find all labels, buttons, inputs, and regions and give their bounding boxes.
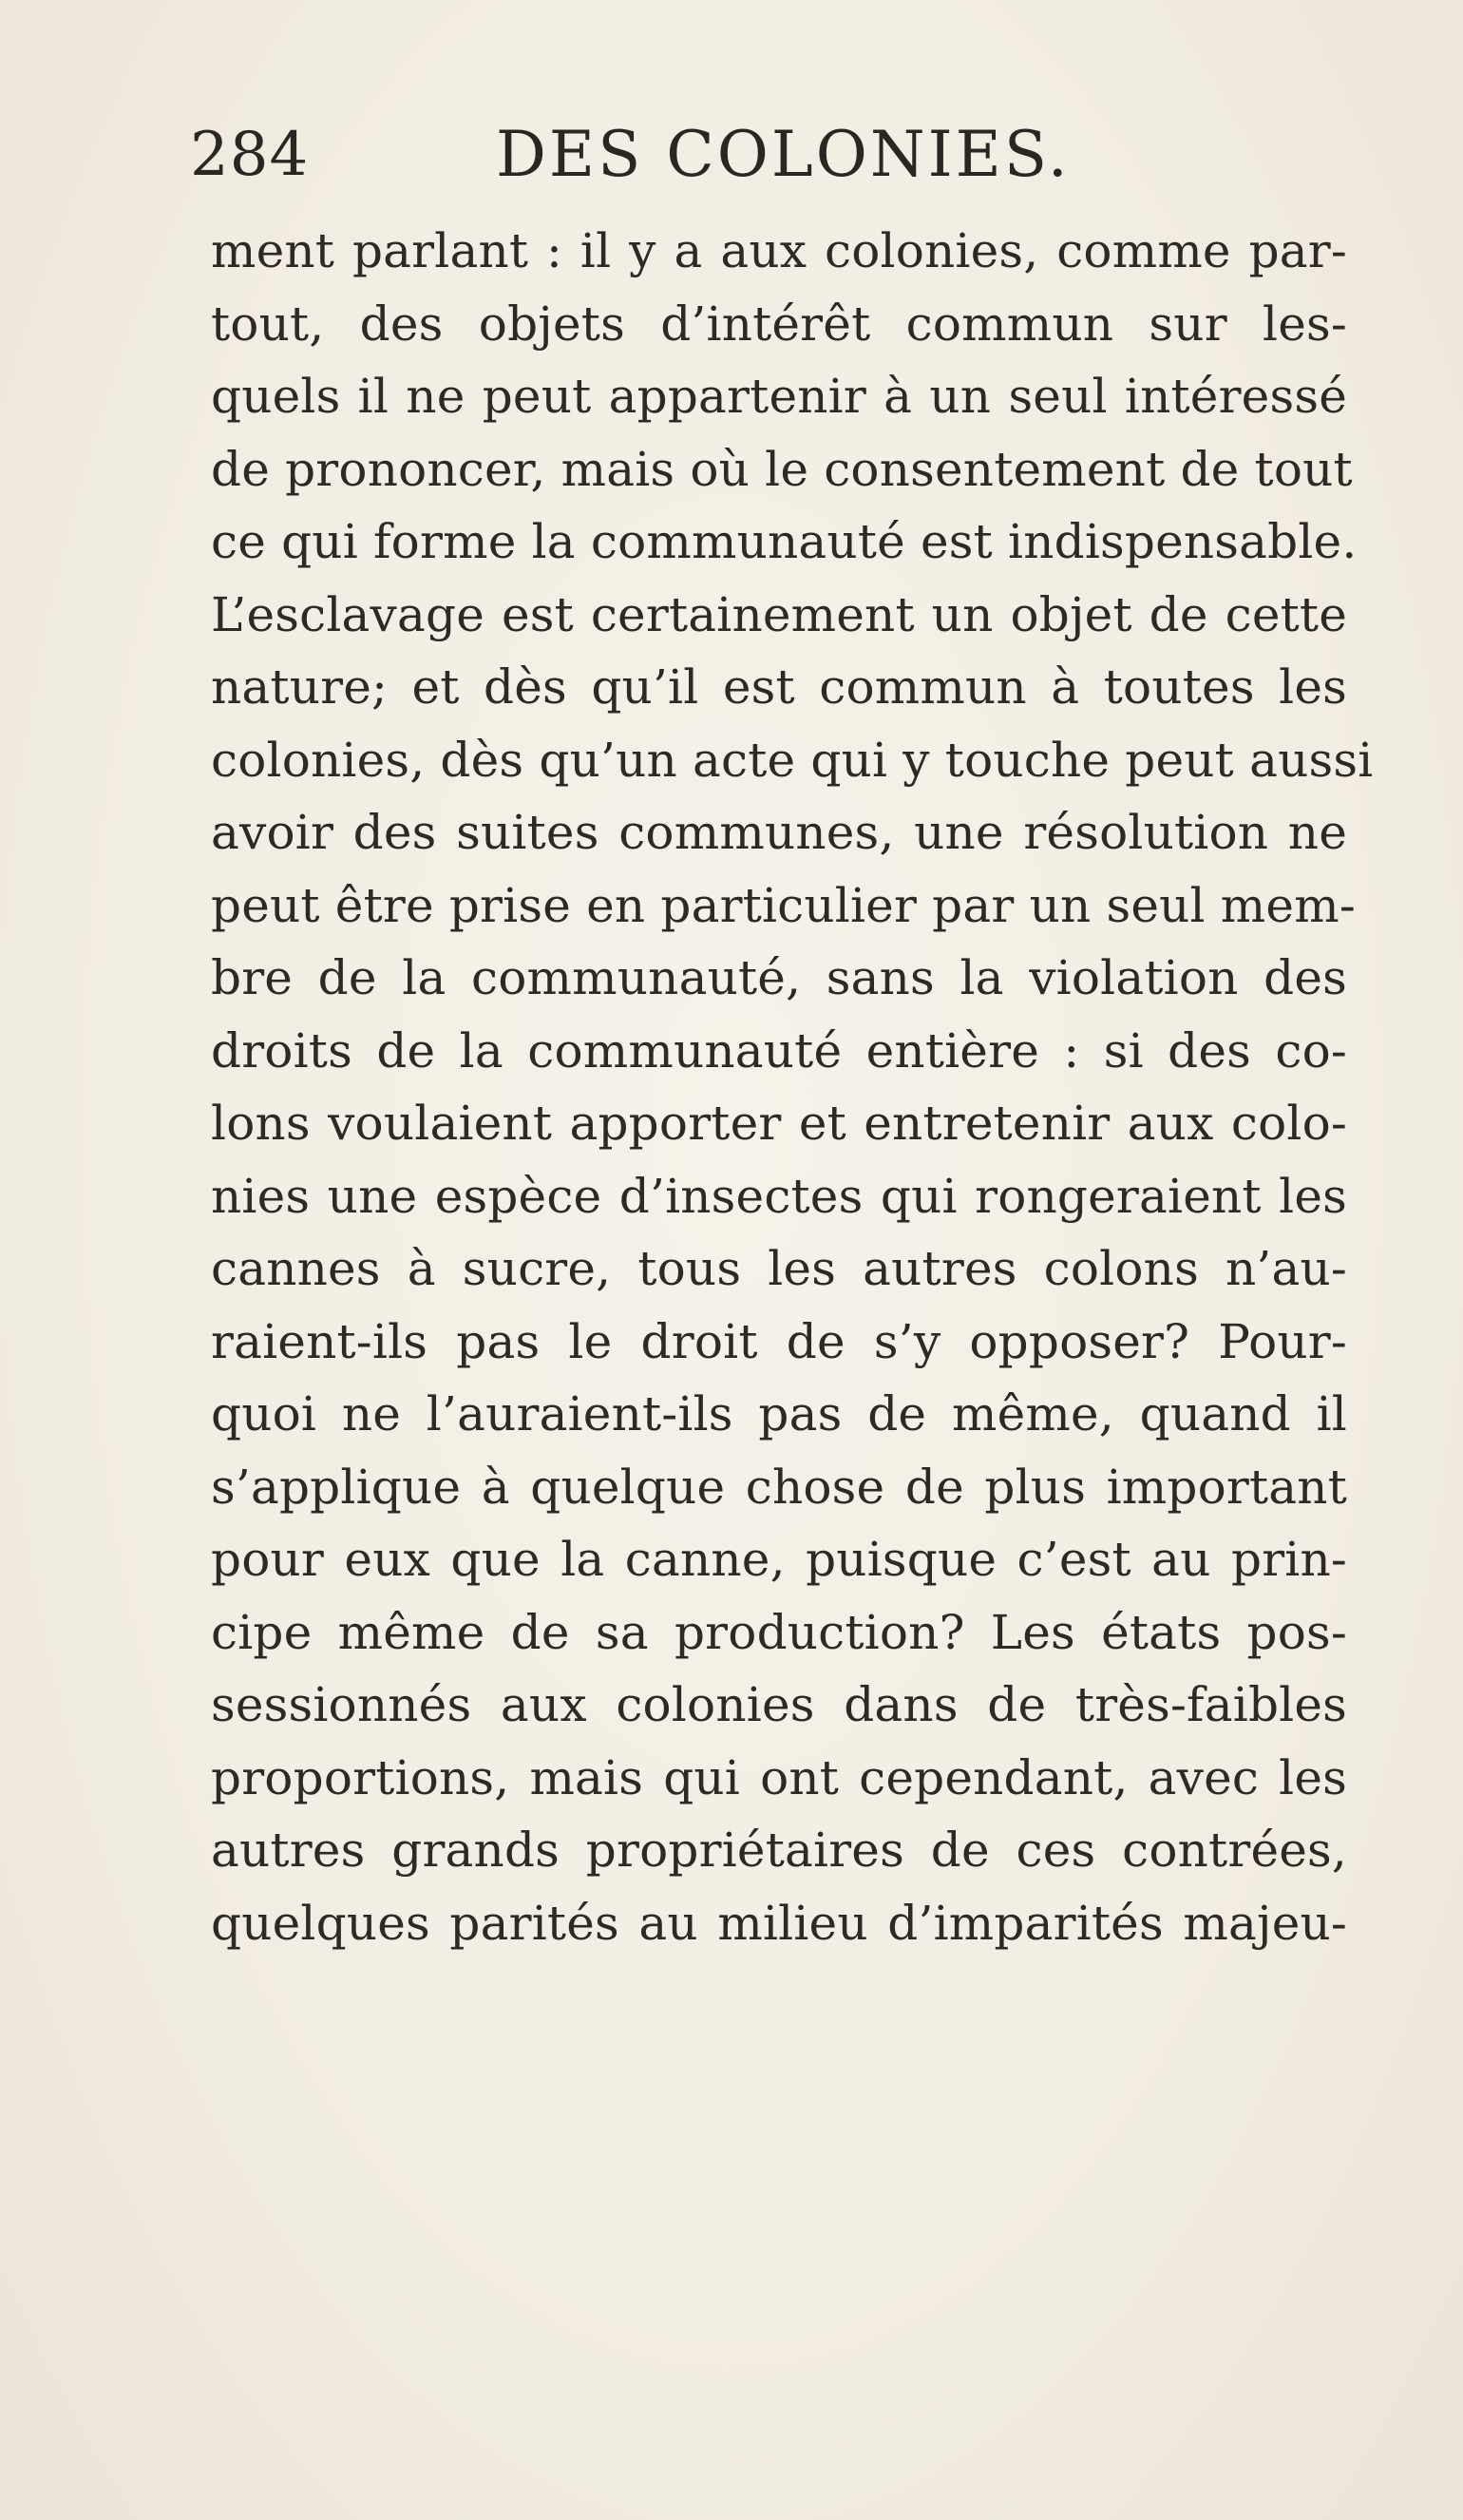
text-line: sessionnés aux colonies dans de très-faibles [211, 1677, 1347, 1732]
text-line: droits de la communauté entière : si des co- [211, 1022, 1347, 1079]
text-line: lons voulaient apporter et entretenir aux colo- [211, 1096, 1347, 1151]
text-line: cipe même de sa production? Les états pos- [211, 1604, 1347, 1660]
text-line: pour eux que la canne, puisque c’est au prin- [211, 1532, 1347, 1587]
text-line: autres grands propriétaires de ces contrées, [211, 1823, 1347, 1878]
text-line: cannes à sucre, tous les autres colons n’au- [211, 1241, 1347, 1296]
body-text [211, 215, 1374, 1959]
text-line: proportions, mais qui ont cependant, avec les [211, 1749, 1347, 1805]
text-line: L’esclavage est certainement un objet de cette [211, 586, 1347, 642]
page-number: 284 [190, 120, 310, 190]
running-title: DES COLONIES. [496, 118, 1071, 191]
text-line: ce qui forme la communauté est indispensable. [211, 514, 1358, 569]
running-head [190, 112, 1368, 198]
text-line: ment parlant : il y a aux colonies, comme par- [211, 223, 1347, 278]
text-line: raient-ils pas le droit de s’y opposer? Pour- [211, 1313, 1347, 1369]
text-line: nies une espèce d’insectes qui rongeraient les [211, 1168, 1347, 1224]
text-line: avoir des suites communes, une résolution ne [211, 805, 1347, 860]
text-line: peut être prise en particulier par un seul mem- [211, 877, 1356, 933]
text-line: de prononcer, mais où le consentement de tout [211, 441, 1353, 497]
text-line: bre de la communauté, sans la violation des [211, 950, 1347, 1005]
text-line: s’applique à quelque chose de plus important [211, 1459, 1347, 1515]
text-line: quels il ne peut appartenir à un seul intéressé [211, 369, 1347, 424]
text-line: colonies, dès qu’un acte qui y touche peut aussi [211, 732, 1374, 788]
text-line: quelques parités au milieu d’imparités majeu- [211, 1895, 1347, 1951]
text-line: nature; et dès qu’il est commun à toutes les [211, 659, 1347, 715]
text-line: tout, des objets d’intérêt commun sur les- [211, 296, 1347, 352]
text-line: quoi ne l’auraient-ils pas de même, quand il [211, 1386, 1347, 1441]
